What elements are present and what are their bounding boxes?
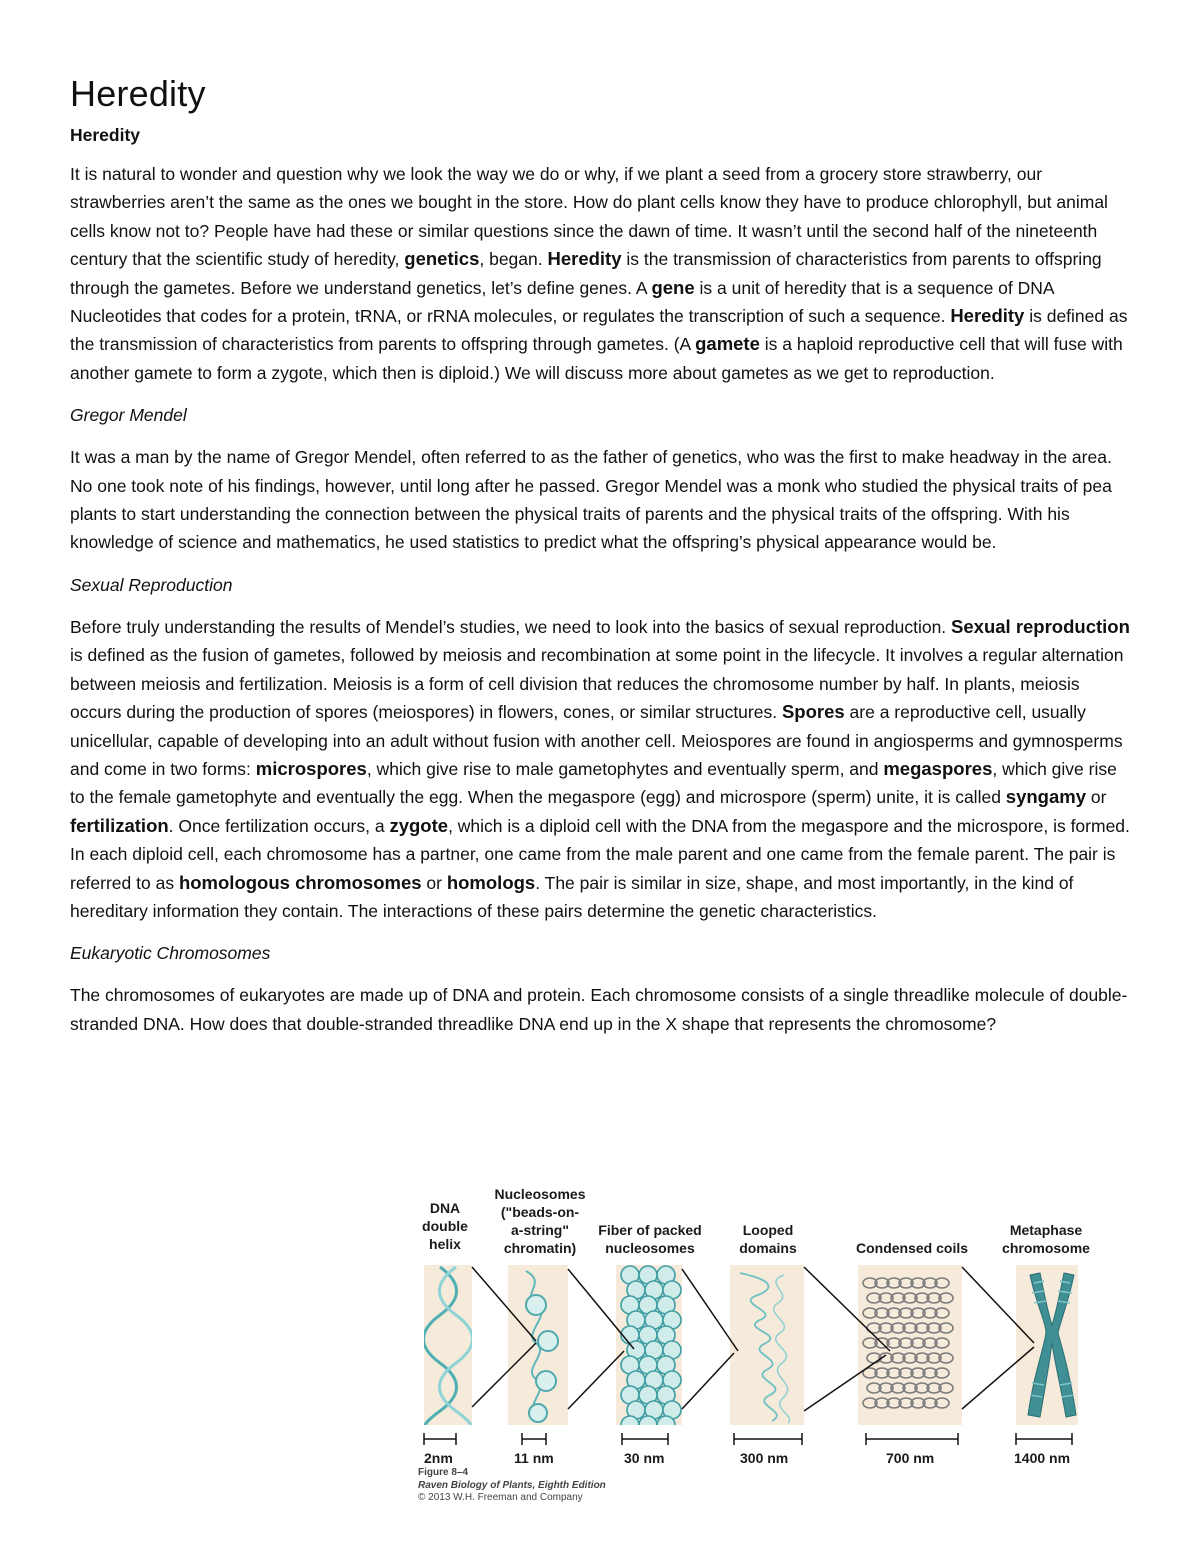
figure-panels	[424, 1265, 1078, 1425]
text-run: . Once fertilization occurs, a	[168, 815, 390, 836]
text-run: is a haploid reproductive cell that will fuse with another gamete to form a zygote, which then is diploid.) We will discuss more about gametes as we get to reproduction.	[70, 334, 1123, 383]
paragraph	[70, 443, 1132, 557]
text-run: It is natural to wonder and question why we look the way we do or why, if we plant a seed from a grocery store strawberry, our strawberries aren’t the same as the ones we bought in the store. How do plant cells know they have to produce chlorophyll, but animal cells know not to? People have had these or similar questions since the dawn of time. It wasn’t until the second half of the nineteenth century that the scientific study of heredity,	[70, 164, 1108, 270]
text-run: is the transmission of characteristics from parents to offspring through the gametes. Before we understand genetics, let’s define genes. A	[70, 249, 1102, 298]
label-fiber: Fiber of packed nucleosomes	[598, 1222, 702, 1256]
figure-copyright: © 2013 W.H. Freeman and Company	[418, 1492, 583, 1503]
text-run: are a reproductive cell, usually unicellular, capable of developing into an adult without fusion with another cell. Meiospores are found in angiosperms and gymnosperms and come in two forms:	[70, 702, 1123, 779]
text-run: is a unit of heredity that is a sequence of DNA Nucleotides that codes for a protein, tRNA, or rRNA molecules, or regulates the transcription of such a sequence.	[70, 277, 1054, 327]
key-term: Spores	[781, 701, 845, 723]
paragraph	[70, 613, 1132, 925]
text-run: or	[421, 872, 447, 893]
text-run: . The pair is similar in size, shape, and most importantly, in the kind of hereditary information they contain. The interactions of these pairs determine the genetic characteristics.	[70, 872, 1074, 921]
key-term: Sexual reproduction	[951, 615, 1130, 637]
key-term: Heredity	[547, 248, 622, 270]
section-heading	[70, 571, 1132, 599]
page-title: Heredity	[70, 73, 206, 114]
chromatin-figure	[418, 1183, 1108, 1513]
fiber-nucleosome	[657, 1416, 675, 1434]
fiber-graphic	[621, 1266, 681, 1434]
key-term: gene	[651, 276, 695, 298]
heading-text: Gregor Mendel	[70, 405, 187, 426]
scale-2nm: 2nm	[424, 1450, 453, 1463]
key-term: megaspores	[883, 757, 993, 779]
document-page	[70, 72, 1132, 1052]
text-run: Before truly understanding the results of Mendel’s studies, we need to look into the basics of sexual reproduction.	[70, 616, 952, 637]
document-body	[70, 160, 1132, 1038]
text-run: , began.	[479, 249, 548, 270]
text-run: is defined as the fusion of gametes, followed by meiosis and recombination at some point in the lifecycle. It involves a regular alternation between meiosis and fertilization. Meiosis is a form of cell division that reduces the chromosome number by half. In plants, meiosis occurs during the production of spores (meiospores) in flowers, cones, or similar structures.	[70, 645, 1124, 723]
scale-11nm: 11 nm	[514, 1450, 554, 1463]
key-term: homologs	[446, 871, 536, 893]
figure-caption	[418, 1467, 606, 1505]
text-run: , which give rise to the female gametophyte and eventually the egg. When the megaspore (egg) and microspore (sperm) unite, it is called	[70, 758, 1117, 808]
label-nucleosomes: Nucleosomes ("beads-on-a-string" chromatin)	[494, 1186, 586, 1256]
text-run: , which is a diploid cell with the DNA from the megaspore and the microspore, is formed. In each diploid cell, each chromosome has a partner, one came from the male parent and one came from the female parent. The pair is referred to as	[70, 815, 1130, 893]
key-term: homologous chromosomes	[178, 871, 422, 893]
text-run: The chromosomes of eukaryotes are made up of DNA and protein. Each chromosome consists of a single threadlike molecule of double-stranded DNA. How does that double-stranded threadlike DNA end up in the X shape that represents the chromosome?	[70, 985, 1128, 1034]
key-term: zygote	[389, 814, 449, 836]
heading-text: Sexual Reproduction	[70, 574, 233, 595]
scale-bars	[424, 1433, 1072, 1445]
figure-labels	[422, 1186, 1090, 1256]
label-metaphase: Metaphase chromosome	[1002, 1222, 1090, 1256]
section-title: Heredity	[70, 125, 141, 145]
key-term: fertilization	[70, 814, 169, 836]
text-run: is defined as the transmission of characteristics from parents to offspring through gametes. (A	[70, 306, 1128, 355]
key-term: microspores	[255, 757, 367, 779]
scale-1400nm: 1400 nm	[1014, 1450, 1071, 1463]
key-term: genetics	[404, 248, 480, 270]
label-coils: Condensed coils	[855, 1240, 969, 1256]
paragraph	[70, 160, 1132, 387]
figure-number: Figure 8–4	[418, 1467, 469, 1478]
section-heading	[70, 939, 1132, 967]
heading-text: Eukaryotic Chromosomes	[70, 943, 271, 964]
section-heading	[70, 401, 1132, 429]
text-run: , which give rise to male gametophytes and eventually sperm, and	[366, 758, 884, 779]
label-looped: Looped domains	[739, 1222, 797, 1256]
figure-source: Raven Biology of Plants, Eighth Edition	[418, 1479, 606, 1491]
scale-300nm: 300 nm	[740, 1450, 789, 1463]
key-term: syngamy	[1005, 786, 1087, 808]
panel-coils	[858, 1265, 962, 1425]
fiber-nucleosome	[621, 1416, 639, 1434]
scale-labels	[424, 1450, 1070, 1463]
panel-dna	[424, 1265, 472, 1425]
text-run: It was a man by the name of Gregor Mendel, often referred to as the father of genetics, who was the first to make headway in the area. No one took note of his findings, however, until long after he passed. Gregor Mendel was a monk who studied the physical traits of pea plants to start understanding the connection between the physical traits of parents and the physical traits of the offspring. With his knowledge of science and mathematics, he used statistics to predict what the offspring’s physical appearance would be.	[70, 447, 1112, 553]
key-term: gamete	[695, 333, 760, 355]
scale-700nm: 700 nm	[886, 1450, 935, 1463]
key-term: Heredity	[950, 305, 1025, 327]
fiber-nucleosome	[639, 1416, 657, 1434]
text-run: or	[1086, 787, 1107, 808]
label-dna: DNA double helix	[422, 1200, 468, 1252]
paragraph	[70, 981, 1132, 1038]
scale-30nm: 30 nm	[624, 1450, 665, 1463]
